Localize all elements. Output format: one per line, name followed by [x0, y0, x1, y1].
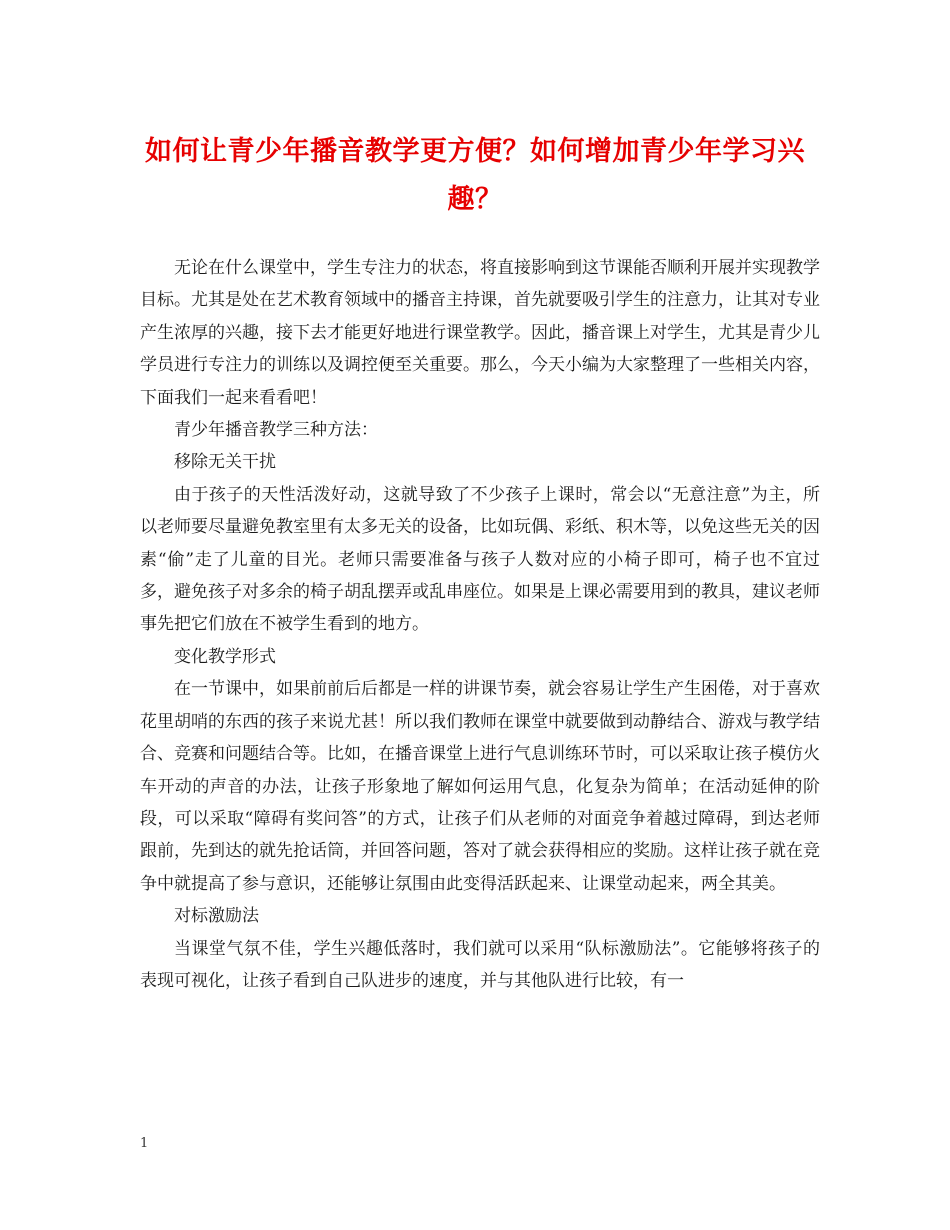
paragraph-intro: 无论在什么课堂中，学生专注力的状态，将直接影响到这节课能否顺利开展并实现教学目标。尤其是处在艺术教育领域中的播音主持课，首先就要吸引学生的注意力，让其对专业产生浓厚的兴趣，接下去才能更好地进行课堂教学。因此，播音课上对学生，尤其是青少儿学员进行专注力的训练以及调控便至关重要。那么，今天小编为大家整理了一些相关内容，下面我们一起来看看吧！: [140, 258, 820, 408]
section-heading-benchmark-incentive: 对标激励法: [174, 906, 259, 927]
paragraph-methods-heading: 青少年播音教学三种方法：: [174, 420, 378, 441]
paragraph-vary-teaching: 在一节课中，如果前前后后都是一样的讲课节奏，就会容易让学生产生困倦，对于喜欢花里胡哨的东西的孩子来说尤甚！所以我们教师在课堂中就要做到动静结合、游戏与教学结合、竞赛和问题结合等。比如，在播音课堂上进行气息训练环节时，可以采取让孩子模仿火车开动的声音的办法，让孩子形象地了解如何运用气息，化复杂为简单；在活动延伸的阶段，可以采取“障碍有奖问答”的方式，让孩子们从老师的对面竞争着越过障碍，到达老师跟前，先到达的就先抢话筒，并回答问题，答对了就会获得相应的奖励。这样让孩子就在竞争中就提高了参与意识，还能够让氛围由此变得活跃起来、让课堂动起来，两全其美。: [140, 679, 820, 894]
section-heading-remove-distractions: 移除无关干扰: [174, 452, 276, 473]
document-body: [140, 252, 820, 997]
document-title: 如何让青少年播音教学更方便？如何增加青少年学习兴趣？: [145, 136, 805, 215]
paragraph-benchmark-incentive: 当课堂气氛不佳，学生兴趣低落时，我们就可以采用“队标激励法”。它能够将孩子的表现可视化，让孩子看到自己队进步的速度，并与其他队进行比较，有一: [140, 938, 820, 991]
page-number: 1: [140, 1136, 149, 1151]
section-heading-vary-teaching: 变化教学形式: [174, 646, 276, 667]
paragraph-remove-distractions: 由于孩子的天性活泼好动，这就导致了不少孩子上课时，常会以“无意注意”为主，所以老师要尽量避免教室里有太多无关的设备，比如玩偶、彩纸、积木等，以免这些无关的因素“偷”走了儿童的目光。老师只需要准备与孩子人数对应的小椅子即可，椅子也不宜过多，避免孩子对多余的椅子胡乱摆弄或乱串座位。如果是上课必需要用到的教具，建议老师事先把它们放在不被学生看到的地方。: [140, 484, 820, 635]
